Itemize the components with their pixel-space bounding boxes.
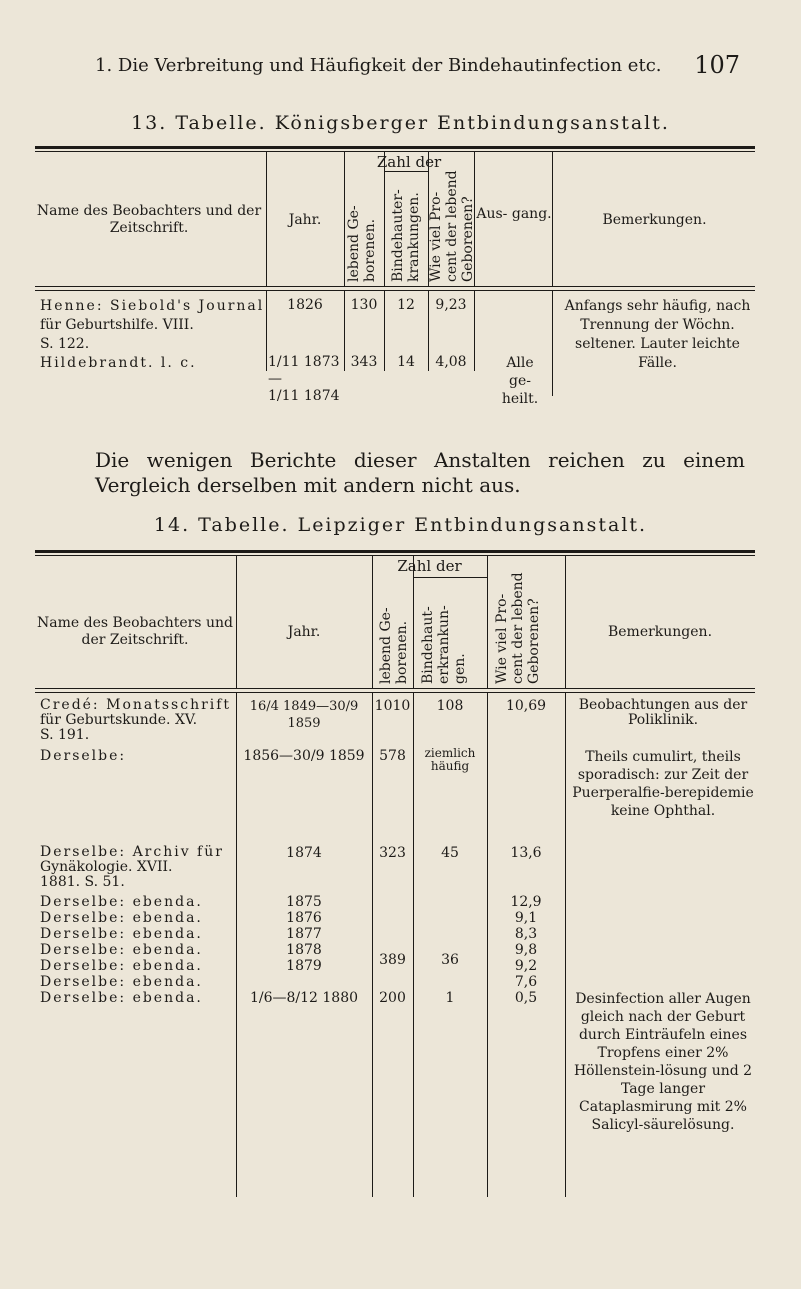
t13-header-outcome: Aus- gang. [476,206,552,222]
t14-names-2 [40,845,236,890]
t13-header-born: lebend Ge- borenen. [346,205,378,282]
list-item: Derselbe: ebenda. [40,958,203,974]
list-item: für Geburtshilfe. VIII. [40,317,194,333]
t13-header-name: Name des Beobachters und der Zeitschrift. [36,203,262,236]
t14-conj: 108 [436,698,464,714]
t14-remarks-1: Beobachtungen aus der Poliklinik. [578,697,748,728]
t14-conj: 36 [441,952,459,968]
t14-year: 1/6—8/12 1880 [249,990,359,1006]
list-item: Derselbe: ebenda. [40,942,203,958]
t14-pct: 10,69 [505,698,547,714]
t14-header-name: Name des Beobachters und der Zeitschrift. [37,615,233,648]
t14-pct: 9,1 [514,910,538,926]
list-item: für Geburtskunde. XV. [40,712,198,728]
t14-year-group [236,894,372,974]
t14-remarks-2: Theils cumulirt, theils sporadisch: zur Zeit der Puerperalfie-berepidemie keine Ophthal. [572,749,754,819]
t14-header-year: Jahr. [287,624,321,640]
t13-row2-conj: 14 [397,354,415,370]
t14-header-pct: Wie viel Pro- cent der lebend Geborenen? [494,572,542,684]
t14-year: 1876 [286,910,322,926]
t14-born: 323 [379,845,406,861]
t14-pct: 12,9 [510,894,542,910]
t13-row2-pct: 4,08 [435,354,467,370]
t14-pct-group [487,894,565,1006]
t14-year: 1879 [286,958,322,974]
t13-header-count-group: Zahl der [376,153,442,171]
t14-year: 1856—30/9 1859 [243,748,365,764]
list-item: Henne: Siebold's Journal [40,298,265,314]
t14-header-count-group: Zahl der [397,557,462,575]
body-text: Die wenigen Berichte dieser Anstalten reichen zu einem Vergleich derselben mit andern nicht aus. [95,448,745,497]
running-head: 1. Die Verbreitung und Häufigkeit der Bindehautinfection etc. [95,55,662,76]
t14-conj: 1 [445,990,455,1006]
t14-pct: 0,5 [514,990,538,1006]
t14-year: 1877 [286,926,322,942]
t13-header-pct: Wie viel Pro- cent der lebend Geborenen? [428,170,476,282]
t14-pct: 8,3 [514,926,538,942]
list-item: Derselbe: ebenda. [40,910,203,926]
t13-header-remarks: Bemerkungen. [602,212,707,228]
t14-header-born: lebend Ge- borenen. [378,607,410,684]
t14-year: 1875 [286,894,322,910]
t13-row2-year: 1/11 1873— 1/11 1874 [268,354,340,404]
t14-born: 200 [379,990,406,1006]
t14-born: 1010 [374,698,411,714]
t14-year: 1878 [286,942,322,958]
t13-row1-born: 130 [350,297,378,313]
list-item: Derselbe: ebenda. [40,974,203,990]
t14-born: 389 [379,952,406,968]
t14-year: 16/4 1849—30/9 1859 [249,699,359,731]
t14-pct: 9,8 [514,942,538,958]
t14-born: 578 [379,748,406,764]
t14-names [40,698,236,743]
t13-row2-born: 343 [350,354,378,370]
t13-row2-outcome: Alle ge- heilt. [501,355,539,407]
list-item: Derselbe: ebenda. [40,894,203,910]
t14-remarks-3: Desinfection aller Augen gleich nach der Geburt durch Einträufeln eines Tropfens einer 2% Höllenstein-lösung und 2 Tage langer Cataplasmirung mit 2% Salicyl-säurelösung. [573,991,753,1133]
t13-header-year: Jahr. [288,212,322,228]
table-13-title: 13. Tabelle. Königsberger Entbindungsanstalt. [131,112,670,134]
t14-names-3 [40,894,236,1006]
list-item: Credé: Monatsschrift [40,697,232,713]
t13-header-conj: Bindehauter- krankungen. [390,189,422,282]
list-item: Derselbe: ebenda. [40,926,203,942]
t13-remarks: Anfangs sehr häufig, nach Trennung der Wöchn. seltener. Lauter leichte Fälle. [564,298,751,371]
t13-row1-year: 1826 [287,297,323,313]
page-number: 107 [694,51,740,79]
list-item: Hildebrandt. l. c. [40,355,197,371]
list-item: 1881. S. 51. [40,874,125,890]
table-14-title: 14. Tabelle. Leipziger Entbindungsanstalt. [153,514,648,536]
list-item: Derselbe: [40,748,127,764]
t14-pct: 7,6 [514,974,538,990]
t14-conj: 45 [441,845,459,861]
list-item: Gynäkologie. XVII. [40,859,173,875]
t13-row1-conj: 12 [397,297,415,313]
t14-conj: ziemlich häufig [424,746,476,773]
t14-year: 1874 [286,845,322,861]
t14-header-conj: Bindehaut- erkrankun- gen. [420,605,468,684]
t13-names [40,297,265,373]
t14-header-remarks: Bemerkungen. [607,624,713,640]
t13-row1-pct: 9,23 [435,297,467,313]
list-item: Derselbe: ebenda. [40,990,203,1006]
list-item: S. 191. [40,727,90,743]
list-item: Derselbe: Archiv für [40,844,224,860]
t14-pct: 13,6 [510,845,542,861]
t14-pct: 9,2 [514,958,538,974]
list-item: S. 122. [40,336,90,352]
